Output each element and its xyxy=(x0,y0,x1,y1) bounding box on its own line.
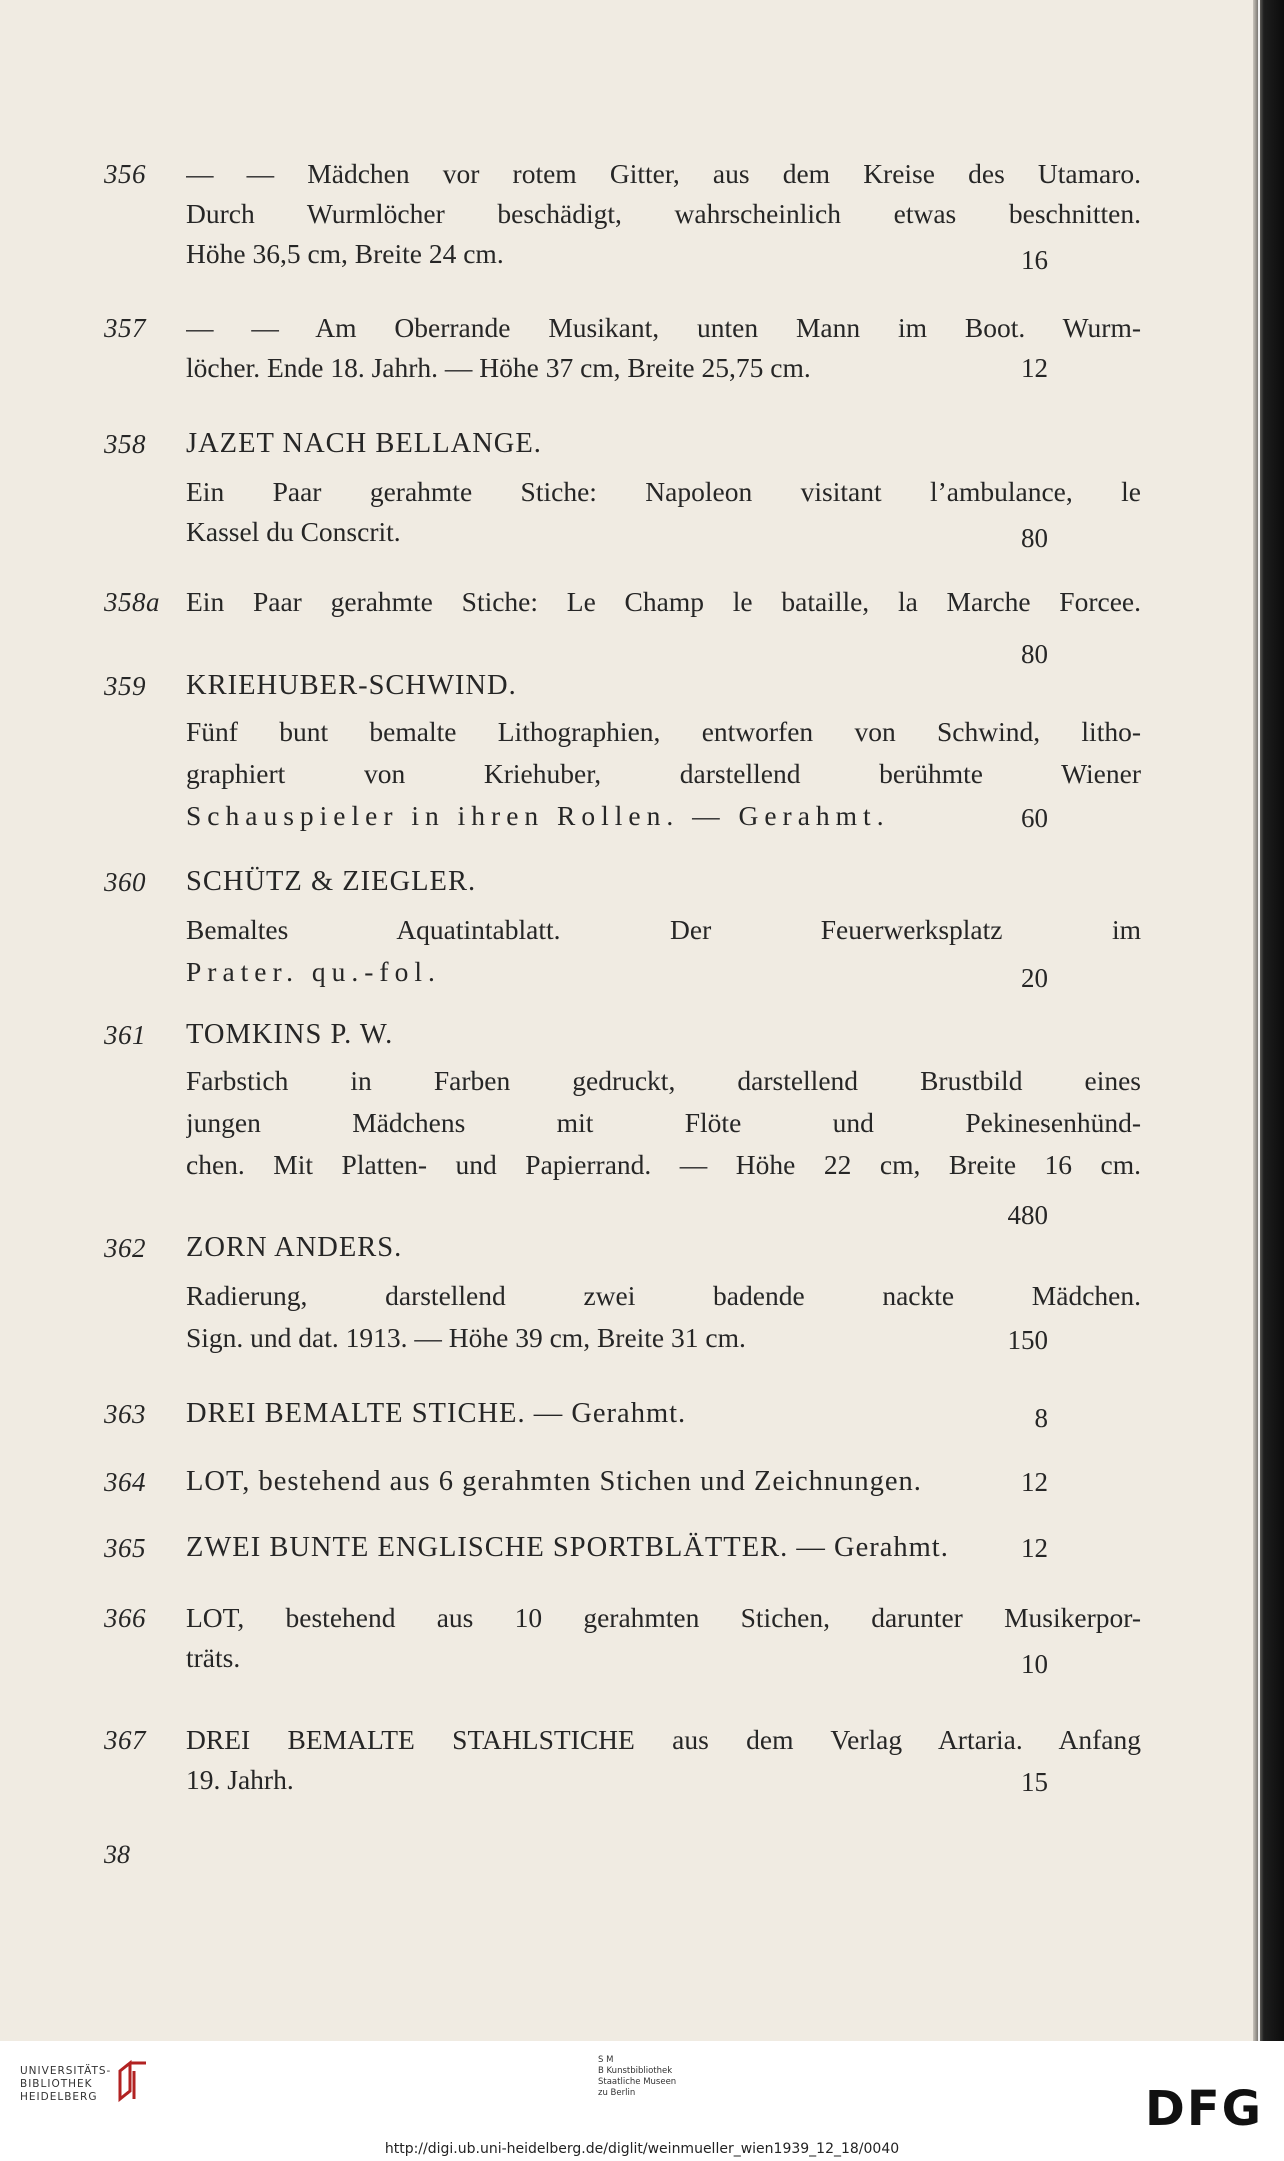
entry-heading: DREI BEMALTE STICHE. — Gerahmt. xyxy=(186,1398,687,1429)
lot-price: 12 xyxy=(1021,1467,1048,1497)
entry-text-line: Kassel du Conscrit. xyxy=(186,516,401,547)
lot-price: 15 xyxy=(1021,1767,1048,1797)
entry-heading: SCHÜTZ & ZIEGLER. xyxy=(186,866,477,897)
lot-number: 358 xyxy=(104,429,146,459)
entry-heading: KRIEHUBER-SCHWIND. xyxy=(186,670,517,701)
source-url-link[interactable]: http://digi.ub.uni-heidelberg.de/diglit/weinmueller_wien1939_12_18/0040 xyxy=(384,2141,900,2157)
lot-number: 363 xyxy=(104,1399,146,1429)
entry-text-line: Schauspieler in ihren Rollen. — Gerahmt. xyxy=(186,800,890,831)
page-number: 38 xyxy=(104,1840,130,1869)
lot-number: 358a xyxy=(104,587,160,617)
lot-number: 360 xyxy=(104,867,146,897)
lot-price: 150 xyxy=(1007,1325,1048,1355)
lot-price: 480 xyxy=(1007,1200,1048,1230)
lot-price: 10 xyxy=(1021,1649,1048,1679)
entry-text-line: DREI BEMALTE STAHLSTICHE aus dem Verlag Artaria. Anfang xyxy=(186,1724,1141,1755)
book-binding-edge xyxy=(1253,0,1284,2041)
dfg-logo: DFG xyxy=(1145,2081,1264,2137)
lot-price: 12 xyxy=(1021,353,1048,383)
lot-price: 8 xyxy=(1034,1403,1048,1433)
entry-heading: ZORN ANDERS. xyxy=(186,1232,403,1263)
smb-line: B Kunstbibliothek xyxy=(598,2066,673,2076)
entry-text-line: Radierung, darstellend zwei badende nackte Mädchen. xyxy=(186,1280,1141,1311)
entry-text-line: 19. Jahrh. xyxy=(186,1764,294,1795)
entry-text-line: chen. Mit Platten- und Papierrand. — Höhe 22 cm, Breite 16 cm. xyxy=(186,1149,1141,1180)
lot-number: 365 xyxy=(104,1533,146,1563)
entry-text-line: — — Am Oberrande Musikant, unten Mann im Boot. Wurm- xyxy=(186,312,1141,343)
entry-text-line: Ein Paar gerahmte Stiche: Le Champ le bataille, la Marche Forcee. xyxy=(186,586,1141,617)
lot-number: 366 xyxy=(104,1603,146,1633)
lot-price: 16 xyxy=(1021,245,1048,275)
lot-price: 20 xyxy=(1021,963,1048,993)
lot-number: 364 xyxy=(104,1467,146,1497)
lot-number: 356 xyxy=(104,159,146,189)
university-name-line: BIBLIOTHEK xyxy=(20,2078,93,2090)
lot-number: 359 xyxy=(104,671,146,701)
lot-number: 367 xyxy=(104,1725,146,1755)
entry-text-line: Bemaltes Aquatintablatt. Der Feuerwerksplatz im xyxy=(186,914,1141,945)
entry-text-line: jungen Mädchens mit Flöte und Pekinesenhünd- xyxy=(186,1107,1141,1138)
lot-number: 357 xyxy=(104,313,146,343)
entry-heading: TOMKINS P. W. xyxy=(186,1019,394,1050)
entry-heading: ZWEI BUNTE ENGLISCHE SPORTBLÄTTER. — Gerahmt. xyxy=(186,1532,949,1563)
entry-text-line: Farbstich in Farben gedruckt, darstellend Brustbild eines xyxy=(186,1065,1141,1096)
entry-text-line: Höhe 36,5 cm, Breite 24 cm. xyxy=(186,238,504,269)
entry-text-line: Durch Wurmlöcher beschädigt, wahrscheinlich etwas beschnitten. xyxy=(186,198,1141,229)
entry-text-line: Prater. qu.-fol. xyxy=(186,956,441,987)
entry-heading: JAZET NACH BELLANGE. xyxy=(186,428,542,459)
university-name-line: UNIVERSITÄTS- xyxy=(20,2065,112,2077)
entry-text-line: LOT, bestehend aus 10 gerahmten Stichen, darunter Musikerpor- xyxy=(186,1602,1141,1633)
university-name-line: HEIDELBERG xyxy=(20,2091,98,2103)
smb-line: zu Berlin xyxy=(598,2088,636,2098)
entry-text-line: Sign. und dat. 1913. — Höhe 39 cm, Breite 31 cm. xyxy=(186,1322,746,1353)
entry-text-line: träts. xyxy=(186,1642,241,1673)
entry-heading: LOT, bestehend aus 6 gerahmten Stichen und Zeichnungen. xyxy=(186,1466,922,1497)
footer-bar xyxy=(0,2041,1284,2161)
lot-price: 60 xyxy=(1021,803,1048,833)
entry-text-line: graphiert von Kriehuber, darstellend berühmte Wiener xyxy=(186,758,1141,789)
lot-number: 362 xyxy=(104,1233,146,1263)
lot-price: 80 xyxy=(1021,523,1048,553)
lot-price: 80 xyxy=(1021,639,1048,669)
smb-line: Staatliche Museen xyxy=(598,2077,677,2087)
lot-number: 361 xyxy=(104,1020,146,1050)
smb-kunstbibliothek-logo xyxy=(598,2055,676,2099)
lot-price: 12 xyxy=(1021,1533,1048,1563)
smb-line: S M xyxy=(598,2055,614,2065)
entry-text-line: Fünf bunt bemalte Lithographien, entworfen von Schwind, litho- xyxy=(186,716,1141,747)
library-emblem-icon xyxy=(116,2059,150,2103)
entry-text-line: — — Mädchen vor rotem Gitter, aus dem Kreise des Utamaro. xyxy=(186,158,1141,189)
entry-text-line: löcher. Ende 18. Jahrh. — Höhe 37 cm, Breite 25,75 cm. xyxy=(186,352,811,383)
entry-text-line: Ein Paar gerahmte Stiche: Napoleon visitant l’ambulance, le xyxy=(186,476,1141,507)
